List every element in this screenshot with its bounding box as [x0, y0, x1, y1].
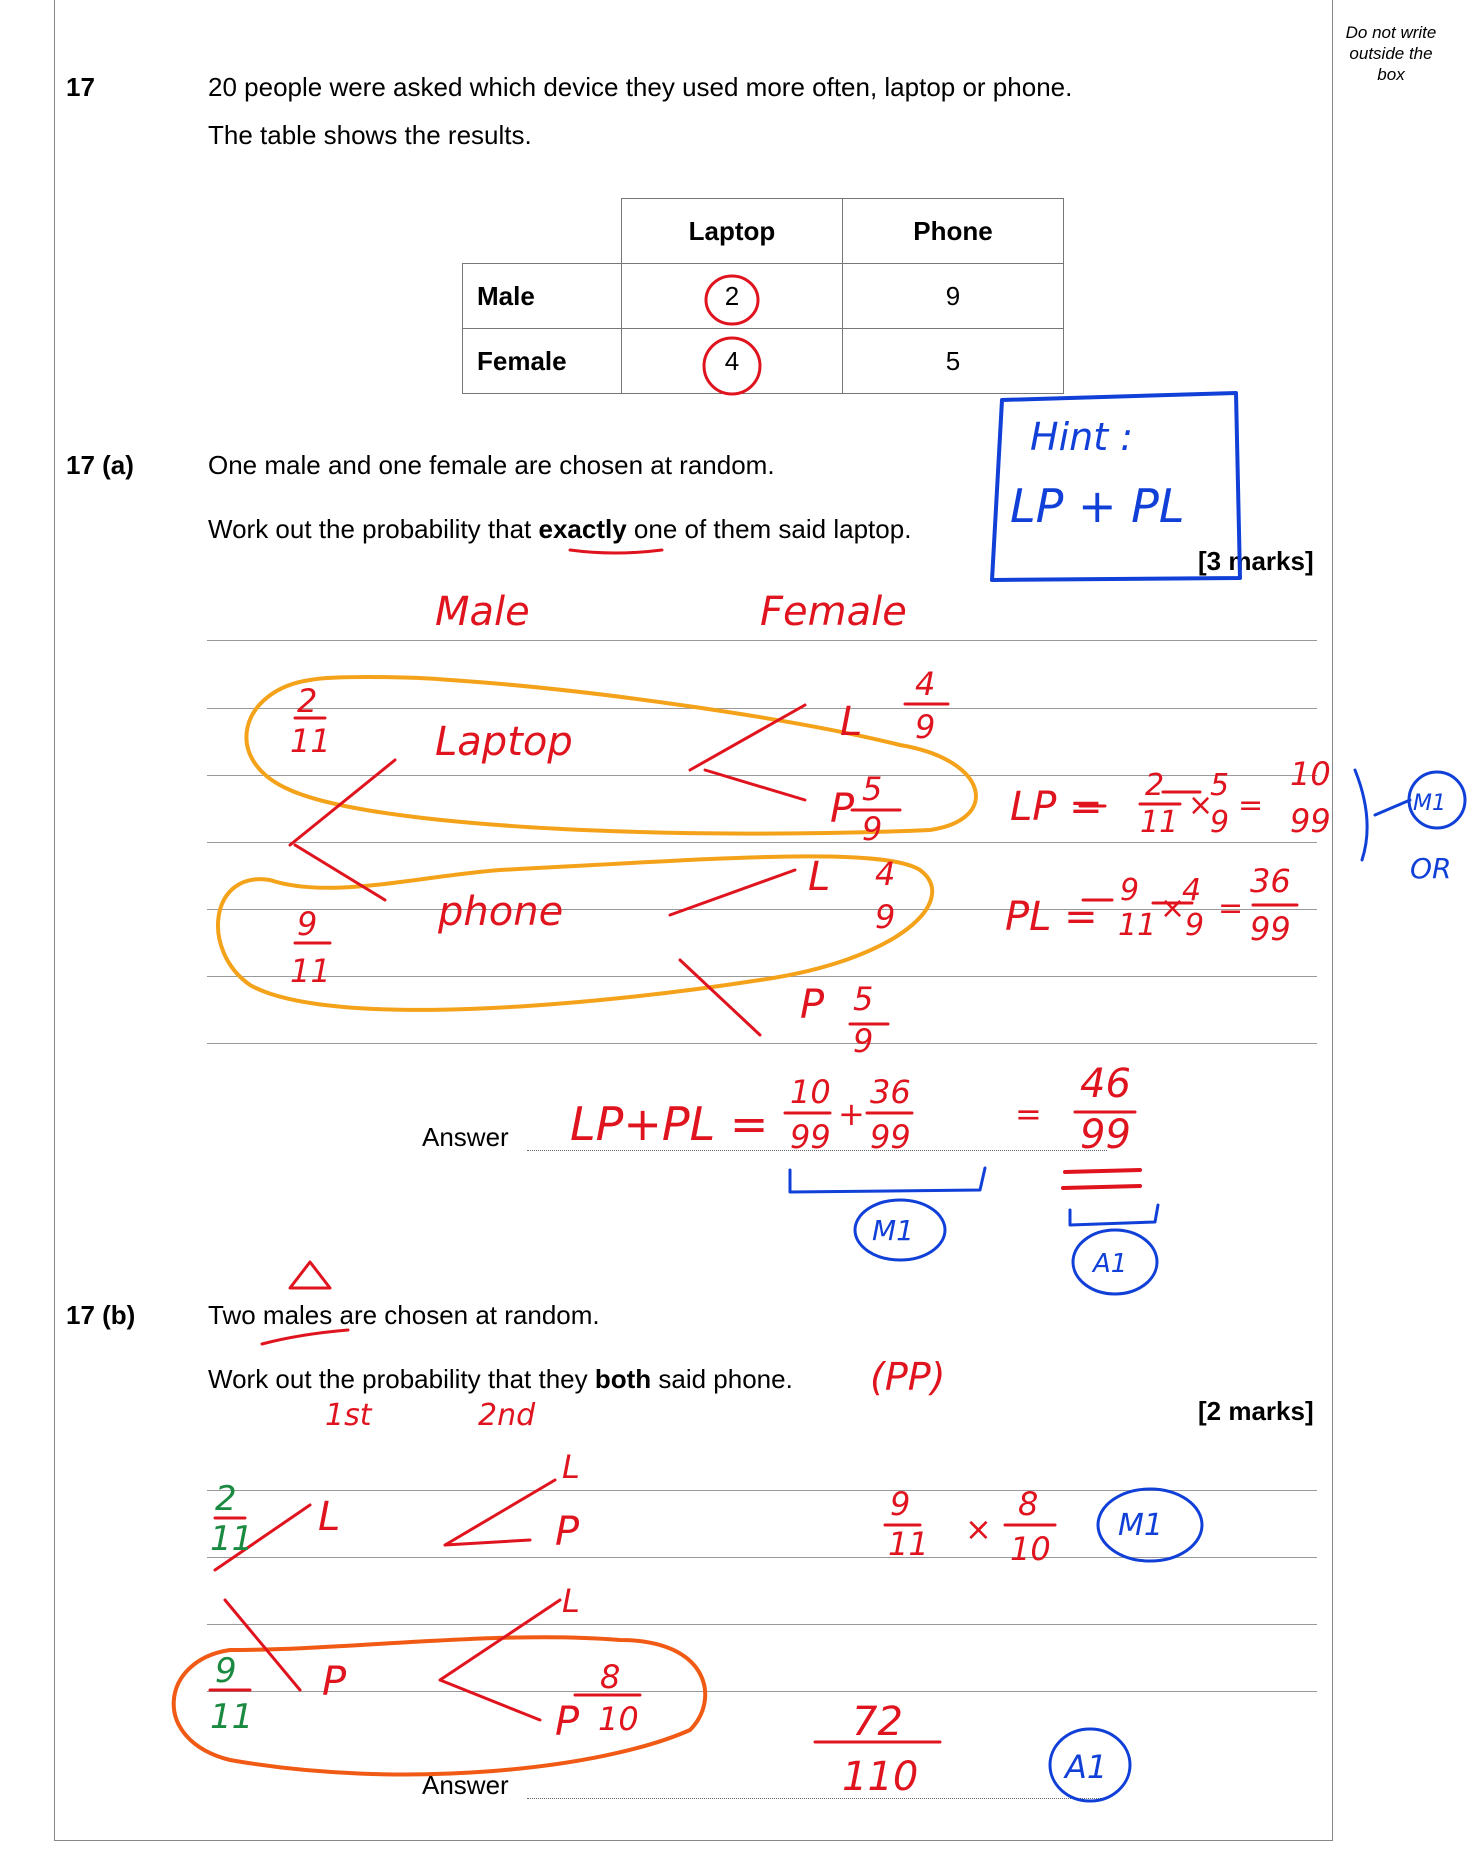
frac-numerator: 9 — [215, 1651, 237, 1691]
frac-denominator: 99 — [1250, 910, 1291, 948]
frac-denominator: 9 — [1185, 908, 1205, 943]
part-b-line1: Two males are chosen at random. — [208, 1300, 600, 1330]
row-label-female: Female — [463, 329, 622, 394]
question-intro: 20 people were asked which device they used more often, laptop or phone. — [208, 72, 1073, 102]
frac-numerator: 9 — [1120, 873, 1140, 908]
label-phone: phone — [438, 889, 564, 935]
row-label-male: Male — [463, 264, 622, 329]
hint-body: LP + PL — [1010, 479, 1185, 533]
circle-4-annotation — [704, 338, 760, 394]
label-female: Female — [760, 589, 907, 635]
frac-numerator: 10 — [790, 1073, 831, 1111]
part-b-marks: [2 marks] — [1198, 1396, 1314, 1426]
frac-denominator: 9 — [862, 810, 883, 848]
frac-denominator: 9 — [1210, 805, 1230, 840]
frac-denominator: 9 — [853, 1022, 874, 1060]
frac-denominator: 11 — [1140, 805, 1179, 840]
answer-a-lead: LP+PL = — [570, 1097, 769, 1151]
equals-sign: = — [1238, 788, 1264, 823]
part-a-line2: Work out the probability that exactly one of them said laptop. — [208, 514, 912, 544]
pl-calc: PL = — [1005, 894, 1098, 940]
frac-numerator: 5 — [1210, 768, 1230, 803]
circle-2-annotation — [706, 276, 758, 324]
underline-males — [262, 1330, 348, 1344]
part-b-line2: Work out the probability that they both said phone. — [208, 1364, 793, 1394]
tree-branch — [215, 1480, 560, 1720]
margin-note: Do not write outside the box — [1345, 23, 1437, 84]
times-sign: × — [965, 1510, 992, 1548]
branch-P: P — [555, 1699, 580, 1745]
branch-L: L — [840, 699, 863, 745]
frac-denominator: 9 — [875, 898, 896, 936]
equals-sign: = — [1218, 891, 1244, 926]
or-mark: OR — [1410, 852, 1452, 885]
frac-numerator: 4 — [915, 665, 936, 703]
part-b-label: 17 (b) — [66, 1300, 136, 1330]
question-number: 17 — [66, 72, 95, 102]
pp-note: (PP) — [870, 1355, 946, 1399]
frac-denominator: 10 — [598, 1700, 639, 1738]
answer-a-underline — [1063, 1170, 1140, 1188]
part-a-line1: One male and one female are chosen at random. — [208, 450, 775, 480]
a1-mark: A1 — [1065, 1748, 1108, 1786]
frac-denominator: 11 — [210, 1697, 254, 1737]
lp-calc: LP = — [1010, 784, 1103, 830]
frac-numerator: 2 — [297, 682, 318, 720]
part-a-answer-label: Answer — [422, 1122, 509, 1152]
frac-denominator: 11 — [290, 722, 331, 760]
answer-a-numerator: 46 — [1080, 1061, 1131, 1107]
header-phone: Phone — [843, 199, 1064, 264]
label-second: 2nd — [478, 1398, 536, 1433]
frac-denominator: 9 — [915, 708, 936, 746]
branch-L: L — [562, 1448, 580, 1486]
frac-numerator: 4 — [1182, 873, 1202, 908]
label-laptop: Laptop — [435, 719, 573, 765]
m1-mark: M1 — [1413, 791, 1446, 816]
frac-numerator: 8 — [600, 1658, 621, 1696]
frac-numerator: 4 — [875, 855, 896, 893]
branch-P: P — [322, 1659, 347, 1705]
branch-L: L — [318, 1494, 341, 1540]
frac-numerator: 2 — [1145, 768, 1165, 803]
part-a-marks: [3 marks] — [1198, 546, 1314, 576]
cell-female-phone: 5 — [843, 329, 1064, 394]
frac-numerator: 36 — [1250, 862, 1291, 900]
part-b-answer-label: Answer — [422, 1770, 509, 1800]
frac-numerator: 5 — [862, 770, 883, 808]
m1-mark: M1 — [872, 1214, 914, 1247]
times-sign: × — [1188, 788, 1214, 823]
frac-numerator: 2 — [215, 1479, 237, 1519]
frac-numerator: 36 — [870, 1073, 911, 1111]
frac-numerator: 5 — [853, 980, 874, 1018]
frac-denominator: 11 — [290, 952, 331, 990]
m1-bracket — [790, 1168, 985, 1192]
equals-sign: = — [1015, 1095, 1042, 1133]
branch-L: L — [562, 1582, 580, 1620]
label-male: Male — [435, 589, 530, 635]
cell-female-laptop: 4 — [622, 329, 843, 394]
part-a-label: 17 (a) — [66, 450, 134, 480]
hint-title: Hint : — [1030, 415, 1133, 459]
frac-numerator: 10 — [1290, 755, 1331, 793]
frac-denominator: 11 — [210, 1519, 254, 1559]
frac-numerator: 8 — [1018, 1485, 1039, 1523]
branch-L: L — [808, 854, 831, 900]
branch-P: P — [830, 786, 855, 832]
answer-b-numerator: 72 — [852, 1699, 903, 1745]
or-brace — [1355, 770, 1410, 860]
frac-denominator: 99 — [790, 1118, 831, 1156]
frac-numerator: 9 — [890, 1485, 911, 1523]
header-laptop: Laptop — [622, 199, 843, 264]
frac-denominator: 99 — [870, 1118, 911, 1156]
cell-male-phone: 9 — [843, 264, 1064, 329]
underline-exactly — [570, 550, 662, 553]
frac-denominator: 11 — [888, 1525, 929, 1563]
frac-denominator: 99 — [1290, 802, 1331, 840]
times-sign: × — [1160, 891, 1186, 926]
answer-b-denominator: 110 — [842, 1754, 919, 1800]
branch-P: P — [555, 1509, 580, 1555]
frac-numerator: 9 — [297, 905, 318, 943]
m1-mark: M1 — [1118, 1508, 1163, 1543]
label-first: 1st — [325, 1398, 372, 1433]
branch-P: P — [800, 982, 825, 1028]
triangle-mark — [290, 1262, 330, 1288]
plus-sign: + — [838, 1095, 865, 1133]
table-caption: The table shows the results. — [208, 120, 532, 150]
frac-denominator: 11 — [1118, 908, 1157, 943]
a1-mark: A1 — [1093, 1249, 1128, 1279]
a1-bracket — [1070, 1205, 1158, 1225]
frac-denominator: 10 — [1010, 1530, 1051, 1568]
answer-a-denominator: 99 — [1080, 1112, 1131, 1158]
cell-male-laptop: 2 — [622, 264, 843, 329]
